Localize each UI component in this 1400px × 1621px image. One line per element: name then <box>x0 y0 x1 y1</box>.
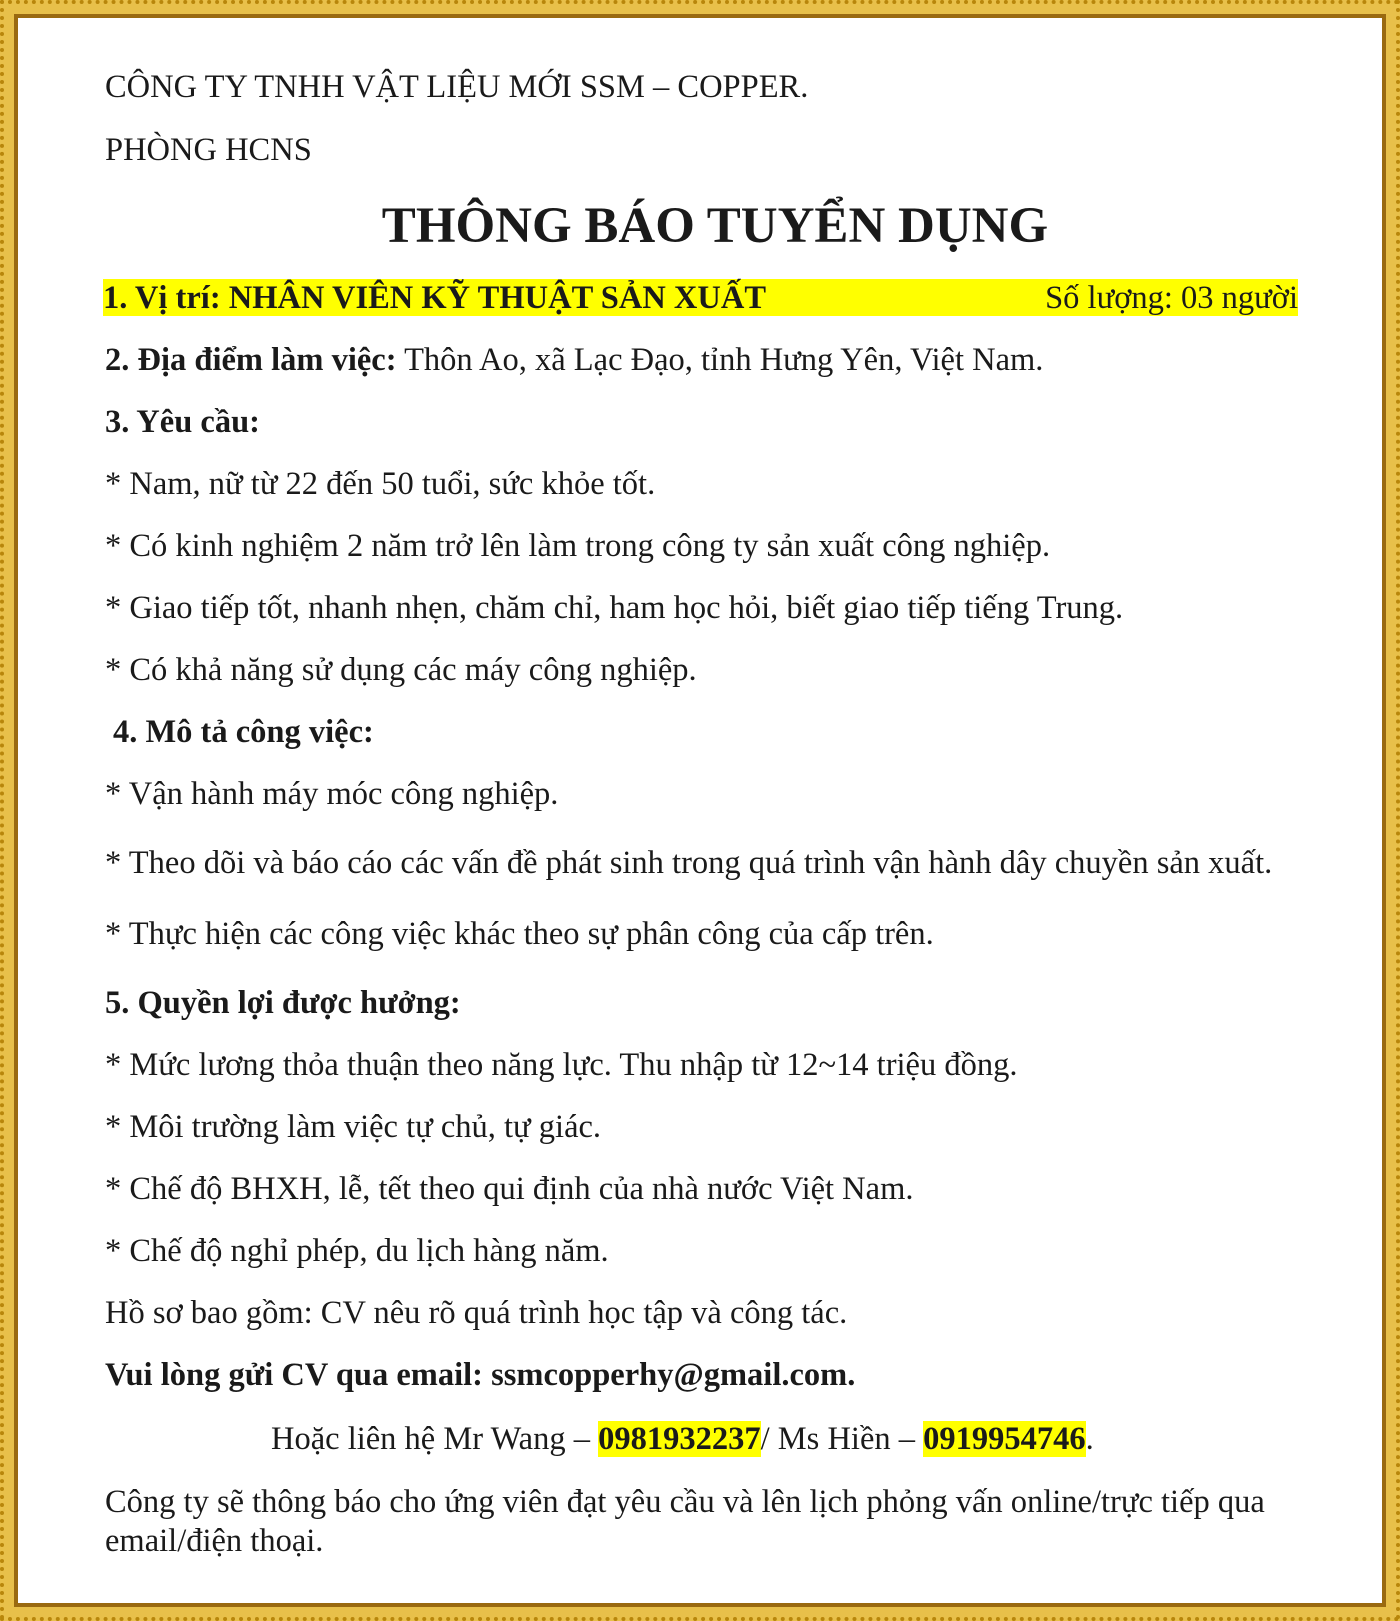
list-item: * Vận hành máy móc công nghiệp. <box>105 776 559 812</box>
list-item: * Chế độ BHXH, lễ, tết theo qui định của nhà nước Việt Nam. <box>105 1171 914 1207</box>
list-item: * Có kinh nghiệm 2 năm trở lên làm trong công ty sản xuất công nghiệp. <box>105 528 1051 564</box>
phone-wang[interactable]: 0981932237 <box>598 1421 761 1457</box>
list-item: * Nam, nữ từ 22 đến 50 tuổi, sức khỏe tốt. <box>105 466 656 502</box>
position-label: 1. Vị trí: NHÂN VIÊN KỸ THUẬT SẢN XUẤT <box>103 280 767 316</box>
closing-line-2: email/điện thoại. <box>105 1523 324 1559</box>
contact-suffix: . <box>1085 1421 1094 1457</box>
benefits-heading: 5. Quyền lợi được hưởng: <box>105 985 461 1021</box>
quantity: Số lượng: 03 người <box>1045 280 1298 316</box>
list-item: * Thực hiện các công việc khác theo sự phân công của cấp trên. <box>105 916 934 952</box>
list-item: * Môi trường làm việc tự chủ, tự giác. <box>105 1109 602 1145</box>
description-heading: 4. Mô tả công việc: <box>113 714 374 750</box>
department: PHÒNG HCNS <box>105 132 312 168</box>
list-item: * Có khả năng sử dụng các máy công nghiệp. <box>105 652 697 688</box>
closing-line-1: Công ty sẽ thông báo cho ứng viên đạt yêu cầu và lên lịch phỏng vấn online/trực tiếp qua <box>105 1484 1265 1520</box>
list-item: * Mức lương thỏa thuận theo năng lực. Thu nhập từ 12~14 triệu đồng. <box>105 1047 1018 1083</box>
location-line <box>105 340 1043 380</box>
list-item: * Theo dõi và báo cáo các vấn đề phát sinh trong quá trình vận hành dây chuyền sản xuất. <box>105 845 1273 881</box>
phone-hien[interactable]: 0919954746 <box>923 1421 1086 1457</box>
location-label: 2. Địa điểm làm việc: <box>105 342 397 378</box>
requirements-heading: 3. Yêu cầu: <box>105 404 260 440</box>
email-line: Vui lòng gửi CV qua email: ssmcopperhy@gmail.com. <box>105 1357 856 1393</box>
list-item: * Giao tiếp tốt, nhanh nhẹn, chăm chỉ, ham học hỏi, biết giao tiếp tiếng Trung. <box>105 590 1124 626</box>
contact-middle: / Ms Hiền – <box>760 1421 924 1457</box>
page-title: THÔNG BÁO TUYỂN DỤNG <box>381 198 1049 254</box>
contact-prefix: Hoặc liên hệ Mr Wang – <box>271 1421 599 1457</box>
contact-line <box>271 1419 1094 1459</box>
documents-line: Hồ sơ bao gồm: CV nêu rõ quá trình học tập và công tác. <box>105 1295 848 1331</box>
location-value: Thôn Ao, xã Lạc Đạo, tỉnh Hưng Yên, Việt Nam. <box>396 342 1044 378</box>
company-name: CÔNG TY TNHH VẬT LIỆU MỚI SSM – COPPER. <box>105 69 809 105</box>
position-row <box>103 279 1298 316</box>
list-item: * Chế độ nghỉ phép, du lịch hàng năm. <box>105 1233 609 1269</box>
